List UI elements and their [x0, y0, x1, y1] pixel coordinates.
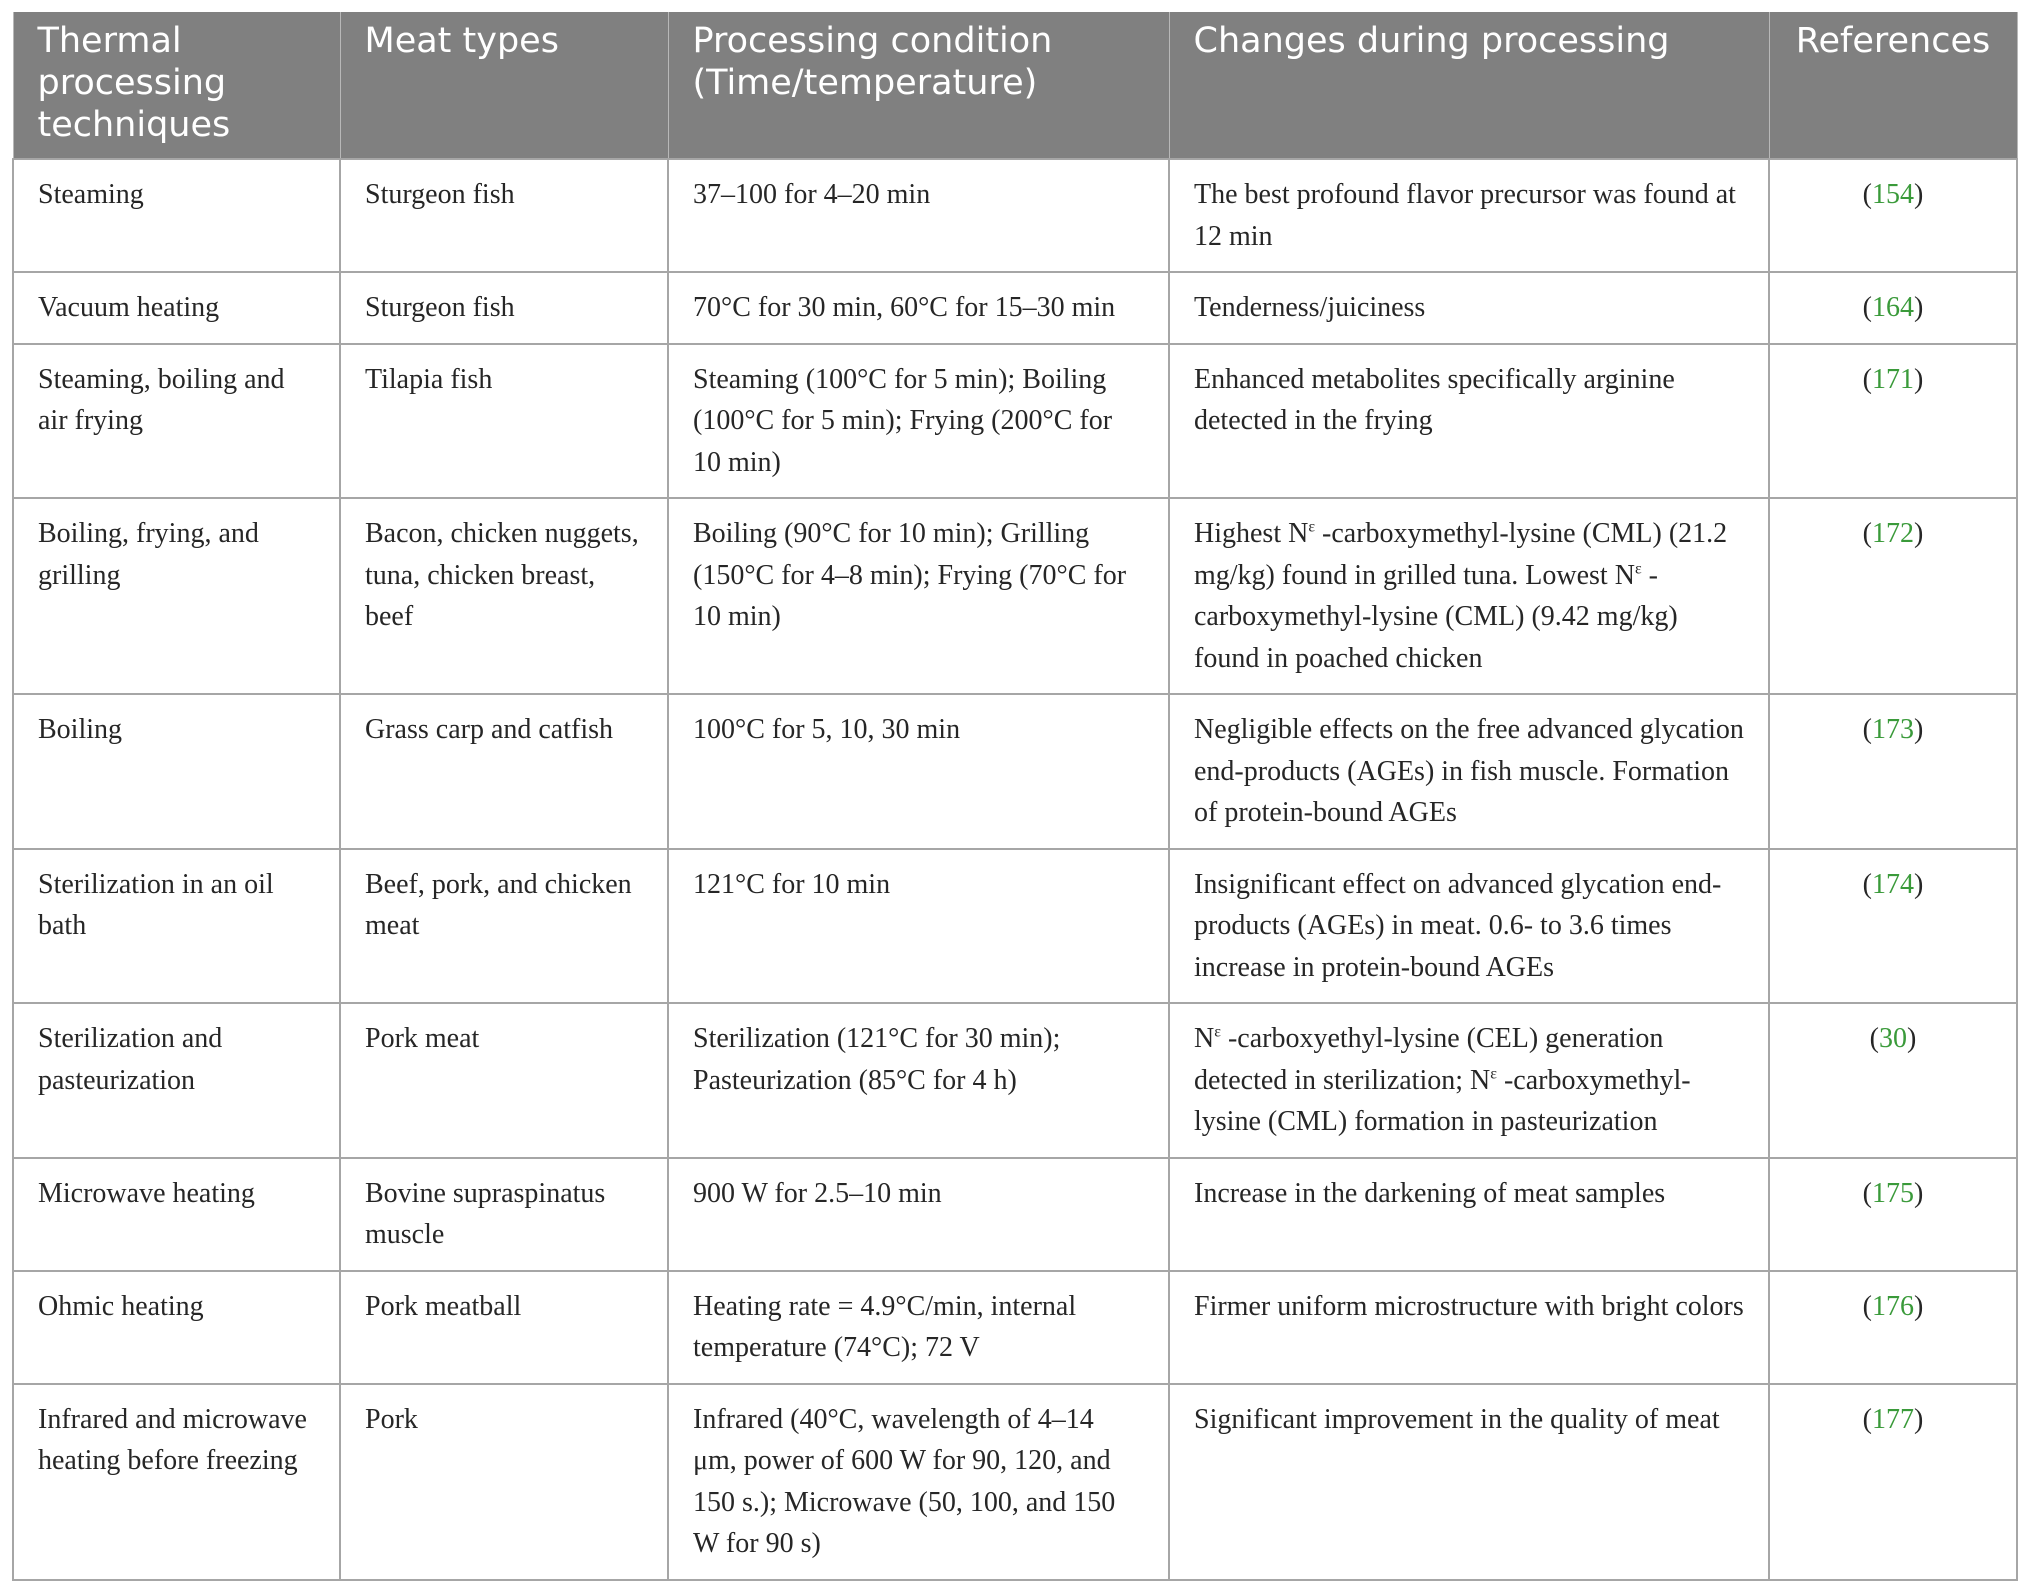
ref-close-paren: )	[1914, 1403, 1924, 1435]
ref-open-paren: (	[1862, 1403, 1872, 1435]
reference-link[interactable]: 30	[1879, 1023, 1907, 1054]
cell-technique: Boiling	[13, 694, 340, 849]
cell-changes	[1169, 498, 1769, 694]
ref-open-paren: (	[1862, 1290, 1872, 1322]
table-row	[13, 1271, 2017, 1384]
cell-reference	[1769, 694, 2017, 849]
header-changes-during-processing: Changes during processing	[1169, 12, 1769, 159]
header-processing-condition: Processing condition (Time/temperature)	[668, 12, 1169, 159]
cell-processing-condition: Sterilization (121°C for 30 min); Pasteurization (85°C for 4 h)	[668, 1003, 1169, 1158]
ref-close-paren: )	[1907, 1023, 1917, 1054]
cell-processing-condition: 121°C for 10 min	[668, 849, 1169, 1004]
header-references: References	[1769, 12, 2017, 159]
cell-processing-condition: Steaming (100°C for 5 min); Boiling (100°C for 5 min); Frying (200°C for 10 min)	[668, 344, 1169, 499]
ref-close-paren: )	[1914, 292, 1924, 323]
cell-meat-type: Bovine supraspinatus muscle	[340, 1158, 668, 1271]
cell-changes	[1169, 849, 1769, 1004]
cell-changes	[1169, 1158, 1769, 1271]
ref-close-paren: )	[1914, 518, 1924, 549]
reference-link[interactable]: 171	[1872, 363, 1914, 395]
ref-open-paren: (	[1862, 714, 1872, 745]
changes-text: N	[1194, 1023, 1215, 1054]
cell-changes	[1169, 159, 1769, 272]
cell-meat-type: Pork meatball	[340, 1271, 668, 1384]
cell-processing-condition: Boiling (90°C for 10 min); Grilling (150°C for 4–8 min); Frying (70°C for 10 min)	[668, 498, 1169, 694]
cell-technique: Infrared and microwave heating before freezing	[13, 1384, 340, 1580]
ref-close-paren: )	[1914, 363, 1924, 395]
cell-meat-type: Tilapia fish	[340, 344, 668, 499]
cell-changes	[1169, 272, 1769, 344]
cell-processing-condition: Heating rate = 4.9°C/min, internal temperature (74°C); 72 V	[668, 1271, 1169, 1384]
cell-reference	[1769, 1158, 2017, 1271]
cell-technique: Microwave heating	[13, 1158, 340, 1271]
changes-text: Firmer uniform microstructure with bright colors	[1194, 1290, 1744, 1322]
changes-text: Increase in the darkening of meat samples	[1194, 1177, 1666, 1209]
header-meat-types: Meat types	[340, 12, 668, 159]
ref-close-paren: )	[1914, 179, 1924, 210]
cell-reference	[1769, 272, 2017, 344]
table-row	[13, 694, 2017, 849]
ref-open-paren: (	[1862, 179, 1872, 210]
table-row	[13, 849, 2017, 1004]
cell-changes	[1169, 1003, 1769, 1158]
reference-link[interactable]: 174	[1872, 868, 1914, 900]
epsilon-superscript: ε	[1490, 1065, 1497, 1083]
cell-processing-condition: 37–100 for 4–20 min	[668, 159, 1169, 272]
cell-technique: Sterilization and pasteurization	[13, 1003, 340, 1158]
cell-meat-type: Pork meat	[340, 1003, 668, 1158]
changes-text: Highest N	[1194, 518, 1309, 549]
cell-technique: Steaming	[13, 159, 340, 272]
table-row	[13, 498, 2017, 694]
cell-processing-condition: Infrared (40°C, wavelength of 4–14 μm, power of 600 W for 90, 120, and 150 s.); Microwave (50, 100, and 150 W for 90 s)	[668, 1384, 1169, 1580]
table-body	[13, 159, 2017, 1580]
changes-text: -carboxyethyl-lysine (CEL) generation detected in sterilization; N	[1194, 1023, 1664, 1096]
epsilon-superscript: ε	[1214, 1023, 1221, 1041]
cell-reference	[1769, 849, 2017, 1004]
cell-technique: Steaming, boiling and air frying	[13, 344, 340, 499]
changes-text: -carboxymethyl-lysine (CML) (9.42 mg/kg) found in poached chicken	[1194, 559, 1678, 674]
cell-reference	[1769, 1271, 2017, 1384]
table-row	[13, 272, 2017, 344]
cell-changes	[1169, 1384, 1769, 1580]
ref-close-paren: )	[1914, 1177, 1924, 1209]
header-thermal-processing-techniques: Thermal processing techniques	[13, 12, 340, 159]
changes-text: Enhanced metabolites specifically arginine detected in the frying	[1194, 363, 1675, 436]
cell-reference	[1769, 344, 2017, 499]
cell-meat-type: Bacon, chicken nuggets, tuna, chicken breast, beef	[340, 498, 668, 694]
table-row	[13, 159, 2017, 272]
ref-close-paren: )	[1914, 1290, 1924, 1322]
cell-processing-condition: 100°C for 5, 10, 30 min	[668, 694, 1169, 849]
table-header	[13, 12, 2017, 159]
cell-meat-type: Pork	[340, 1384, 668, 1580]
epsilon-superscript: ε	[1634, 560, 1642, 578]
cell-reference	[1769, 1003, 2017, 1158]
cell-meat-type: Beef, pork, and chicken meat	[340, 849, 668, 1004]
thermal-processing-table	[12, 12, 2018, 1581]
cell-changes	[1169, 694, 1769, 849]
changes-text: -carboxymethyl-lysine (CML) formation in pasteurization	[1194, 1064, 1691, 1137]
reference-link[interactable]: 164	[1872, 292, 1914, 323]
header-row	[13, 12, 2017, 159]
cell-reference	[1769, 159, 2017, 272]
reference-link[interactable]: 175	[1872, 1177, 1914, 1209]
cell-changes	[1169, 344, 1769, 499]
cell-technique: Boiling, frying, and grilling	[13, 498, 340, 694]
changes-text: Negligible effects on the free advanced glycation end-products (AGEs) in fish muscle. Formation of protein-bound AGEs	[1194, 714, 1744, 828]
changes-text: -carboxymethyl-lysine (CML) (21.2 mg/kg) found in grilled tuna. Lowest N	[1194, 518, 1728, 591]
cell-meat-type: Sturgeon fish	[340, 159, 668, 272]
ref-open-paren: (	[1869, 1023, 1879, 1054]
cell-technique: Sterilization in an oil bath	[13, 849, 340, 1004]
cell-reference	[1769, 498, 2017, 694]
table-row	[13, 1003, 2017, 1158]
epsilon-superscript: ε	[1308, 518, 1316, 536]
cell-reference	[1769, 1384, 2017, 1580]
changes-text: Tenderness/juiciness	[1194, 292, 1426, 323]
cell-technique: Vacuum heating	[13, 272, 340, 344]
ref-open-paren: (	[1862, 868, 1872, 900]
cell-meat-type: Grass carp and catfish	[340, 694, 668, 849]
cell-changes	[1169, 1271, 1769, 1384]
ref-open-paren: (	[1862, 518, 1872, 549]
reference-link[interactable]: 173	[1872, 714, 1914, 745]
cell-technique: Ohmic heating	[13, 1271, 340, 1384]
reference-link[interactable]: 177	[1872, 1403, 1914, 1435]
reference-link[interactable]: 154	[1872, 179, 1914, 210]
changes-text: The best profound flavor precursor was found at 12 min	[1194, 179, 1736, 252]
cell-meat-type: Sturgeon fish	[340, 272, 668, 344]
ref-open-paren: (	[1862, 292, 1872, 323]
reference-link[interactable]: 176	[1872, 1290, 1914, 1322]
changes-text: Insignificant effect on advanced glycation end-products (AGEs) in meat. 0.6- to 3.6 times increase in protein-bound AGEs	[1194, 868, 1722, 983]
ref-open-paren: (	[1862, 1177, 1872, 1209]
reference-link[interactable]: 172	[1872, 518, 1914, 549]
ref-open-paren: (	[1862, 363, 1872, 395]
ref-close-paren: )	[1914, 714, 1924, 745]
cell-processing-condition: 70°C for 30 min, 60°C for 15–30 min	[668, 272, 1169, 344]
table-row	[13, 344, 2017, 499]
ref-close-paren: )	[1914, 868, 1924, 900]
table-row	[13, 1158, 2017, 1271]
changes-text: Significant improvement in the quality of meat	[1194, 1403, 1720, 1435]
thermal-processing-table-container	[12, 12, 2016, 1581]
cell-processing-condition: 900 W for 2.5–10 min	[668, 1158, 1169, 1271]
table-row	[13, 1384, 2017, 1580]
